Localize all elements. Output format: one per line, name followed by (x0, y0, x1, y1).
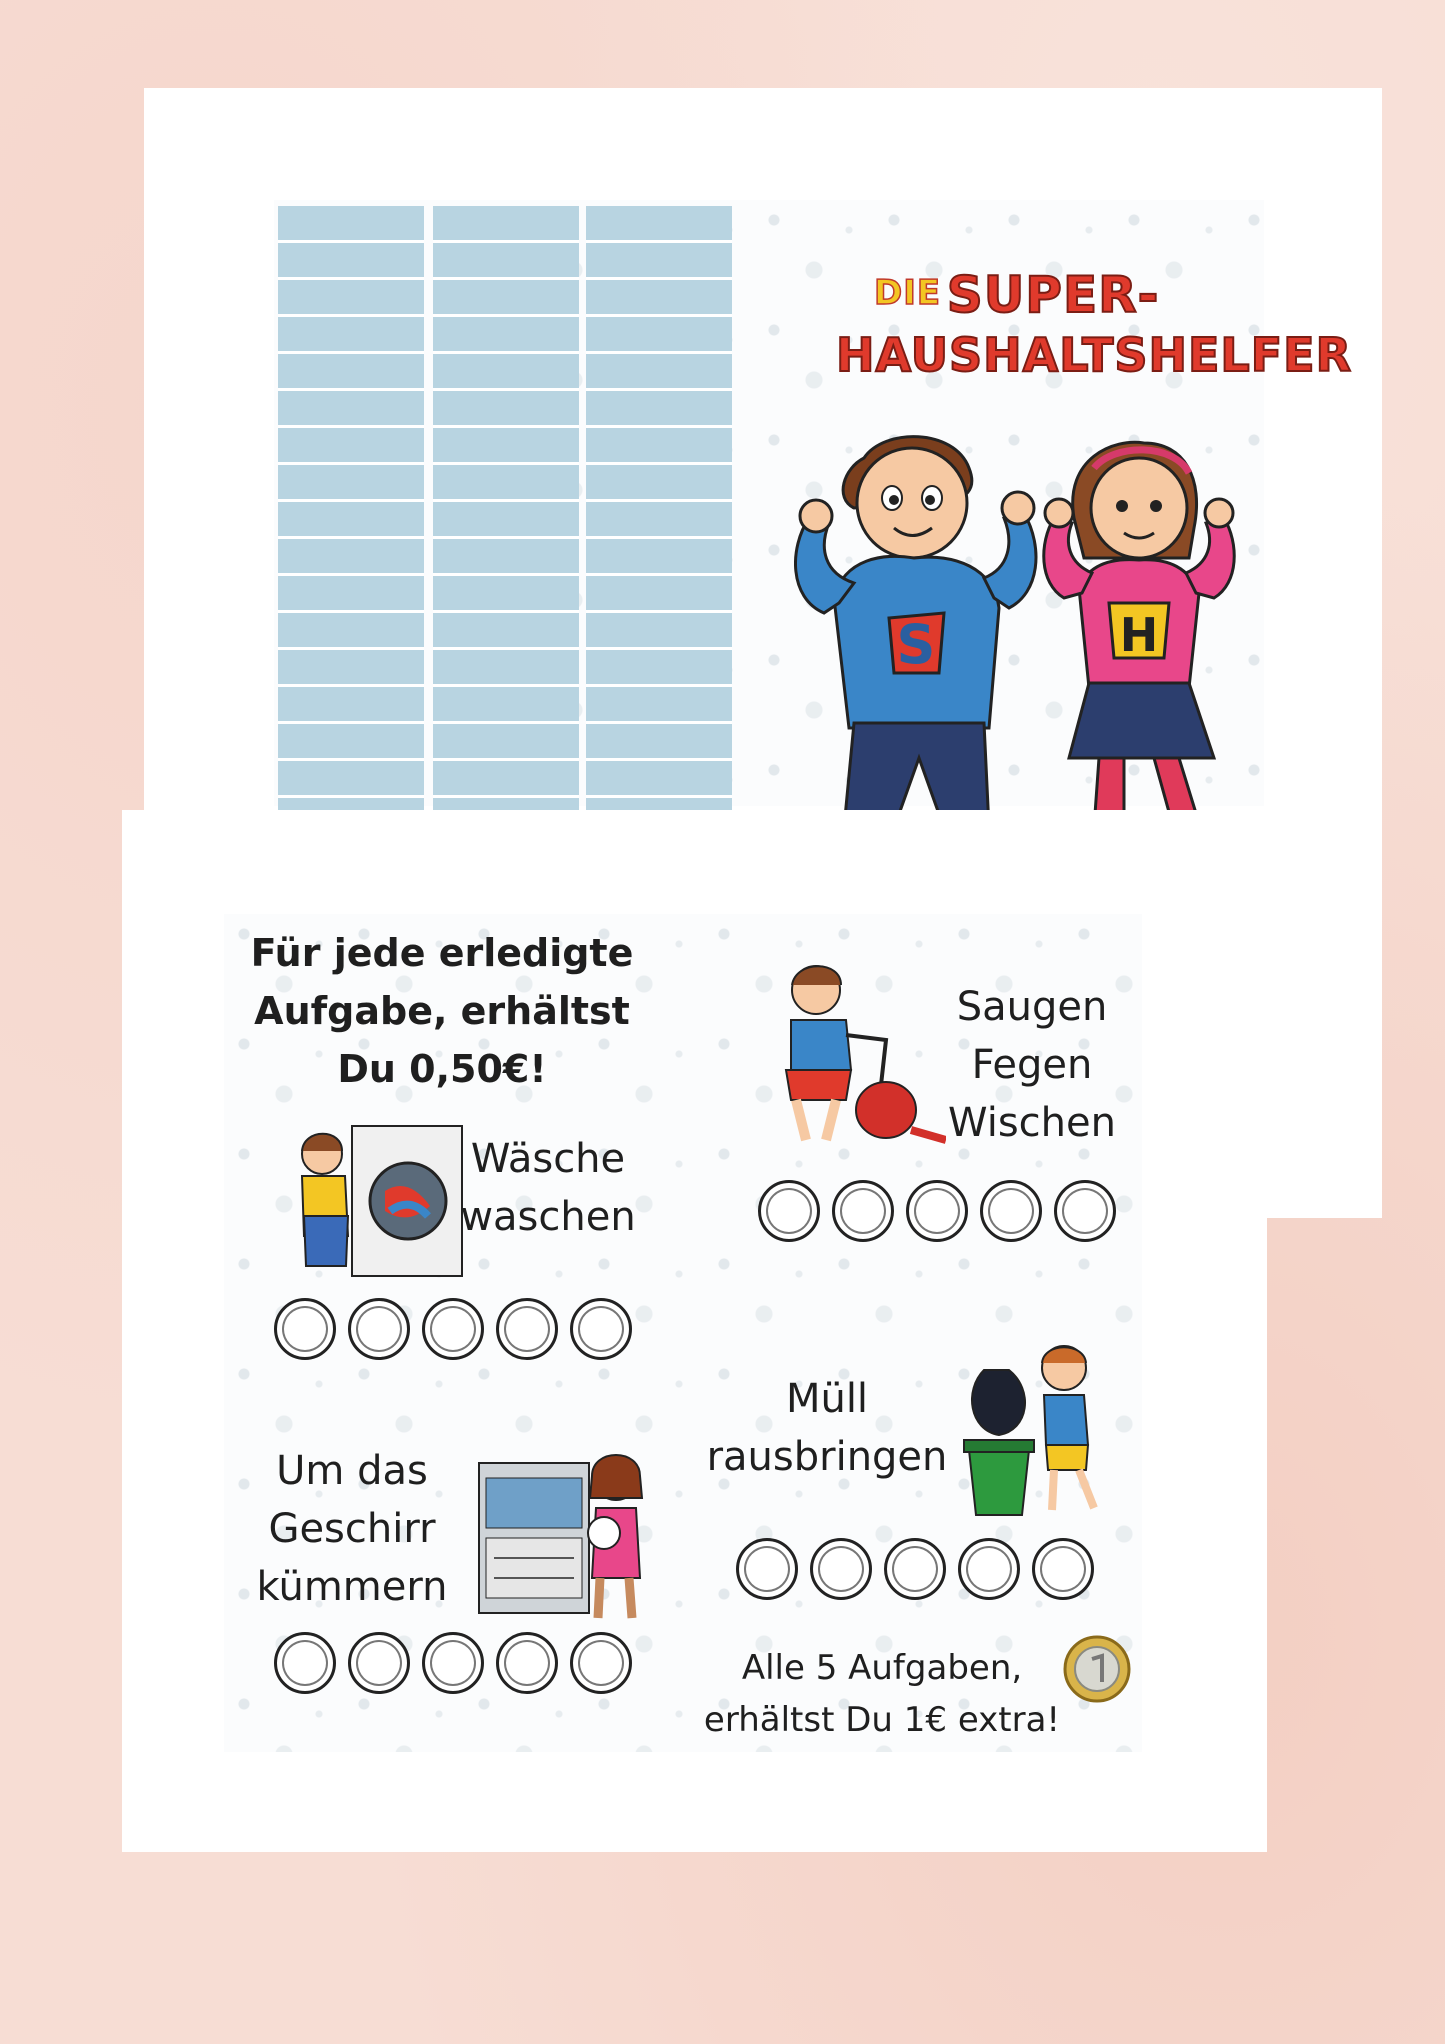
card-front (122, 810, 1267, 1852)
title-line-1 (874, 266, 1374, 324)
task-checkbox[interactable] (570, 1632, 632, 1694)
task-checkbox[interactable] (348, 1298, 410, 1360)
strip-column-2 (433, 206, 579, 900)
task-waesche-checkboxes (274, 1298, 632, 1360)
task-checkbox[interactable] (496, 1298, 558, 1360)
task-checkbox[interactable] (980, 1180, 1042, 1242)
task-muell-checkboxes (736, 1538, 1094, 1600)
task-checkbox[interactable] (422, 1298, 484, 1360)
task-muell-label (702, 1370, 952, 1486)
task-checkbox[interactable] (422, 1632, 484, 1694)
task-checkbox[interactable] (348, 1632, 410, 1694)
task-checkbox[interactable] (810, 1538, 872, 1600)
task-waesche-label (448, 1130, 648, 1246)
task-checkbox[interactable] (736, 1538, 798, 1600)
task-muell-line-2: rausbringen (706, 1434, 948, 1480)
task-checkbox[interactable] (274, 1298, 336, 1360)
title-word-super: SUPER- (946, 266, 1160, 324)
trash-boy-icon (954, 1330, 1114, 1530)
task-geschirr-checkboxes (274, 1632, 632, 1694)
task-saugen-line-1: Saugen (956, 984, 1108, 1030)
task-saugen-line-3: Wischen (948, 1100, 1116, 1146)
vacuum-boy-icon (746, 960, 946, 1160)
task-checkbox[interactable] (906, 1180, 968, 1242)
bonus-line-1: Alle 5 Aufgaben, (741, 1648, 1023, 1688)
task-saugen-line-2: Fegen (971, 1042, 1093, 1088)
task-waesche-line-2: waschen (460, 1194, 636, 1240)
task-checkbox[interactable] (570, 1298, 632, 1360)
task-geschirr-line-1: Um das (276, 1448, 428, 1494)
task-checkbox[interactable] (884, 1538, 946, 1600)
task-waesche-line-1: Wäsche (470, 1136, 626, 1182)
task-saugen-checkboxes (758, 1180, 1116, 1242)
title-line-2: HAUSHALTSHELFER (836, 328, 1352, 382)
task-saugen-label (942, 978, 1122, 1152)
title-word-die: DIE (874, 273, 942, 313)
laundry-girl-icon (290, 1116, 470, 1286)
strip-column-1 (278, 206, 424, 900)
hero-letter-h: H (1119, 608, 1159, 662)
hero-letter-s: S (896, 613, 936, 676)
task-geschirr-line-3: kümmern (256, 1564, 448, 1610)
reward-intro-text: Für jede erledigte Aufgabe, erhältst Du 0,50€! (250, 931, 634, 1091)
task-checkbox[interactable] (496, 1632, 558, 1694)
hero-girl (1044, 442, 1234, 848)
task-checkbox[interactable] (274, 1632, 336, 1694)
bonus-text (682, 1642, 1082, 1746)
task-geschirr-line-2: Geschirr (268, 1506, 436, 1552)
task-checkbox[interactable] (958, 1538, 1020, 1600)
task-muell-line-1: Müll (785, 1376, 869, 1422)
task-checkbox[interactable] (1032, 1538, 1094, 1600)
task-checkbox[interactable] (758, 1180, 820, 1242)
task-geschirr-label (242, 1442, 462, 1616)
hero-boy (795, 437, 1036, 854)
task-checkbox[interactable] (832, 1180, 894, 1242)
dishwasher-girl-icon (474, 1438, 654, 1628)
euro-coin-icon (1062, 1634, 1132, 1704)
strip-column-3 (586, 206, 732, 900)
bonus-line-2: erhältst Du 1€ extra! (703, 1700, 1061, 1740)
task-checkbox[interactable] (1054, 1180, 1116, 1242)
